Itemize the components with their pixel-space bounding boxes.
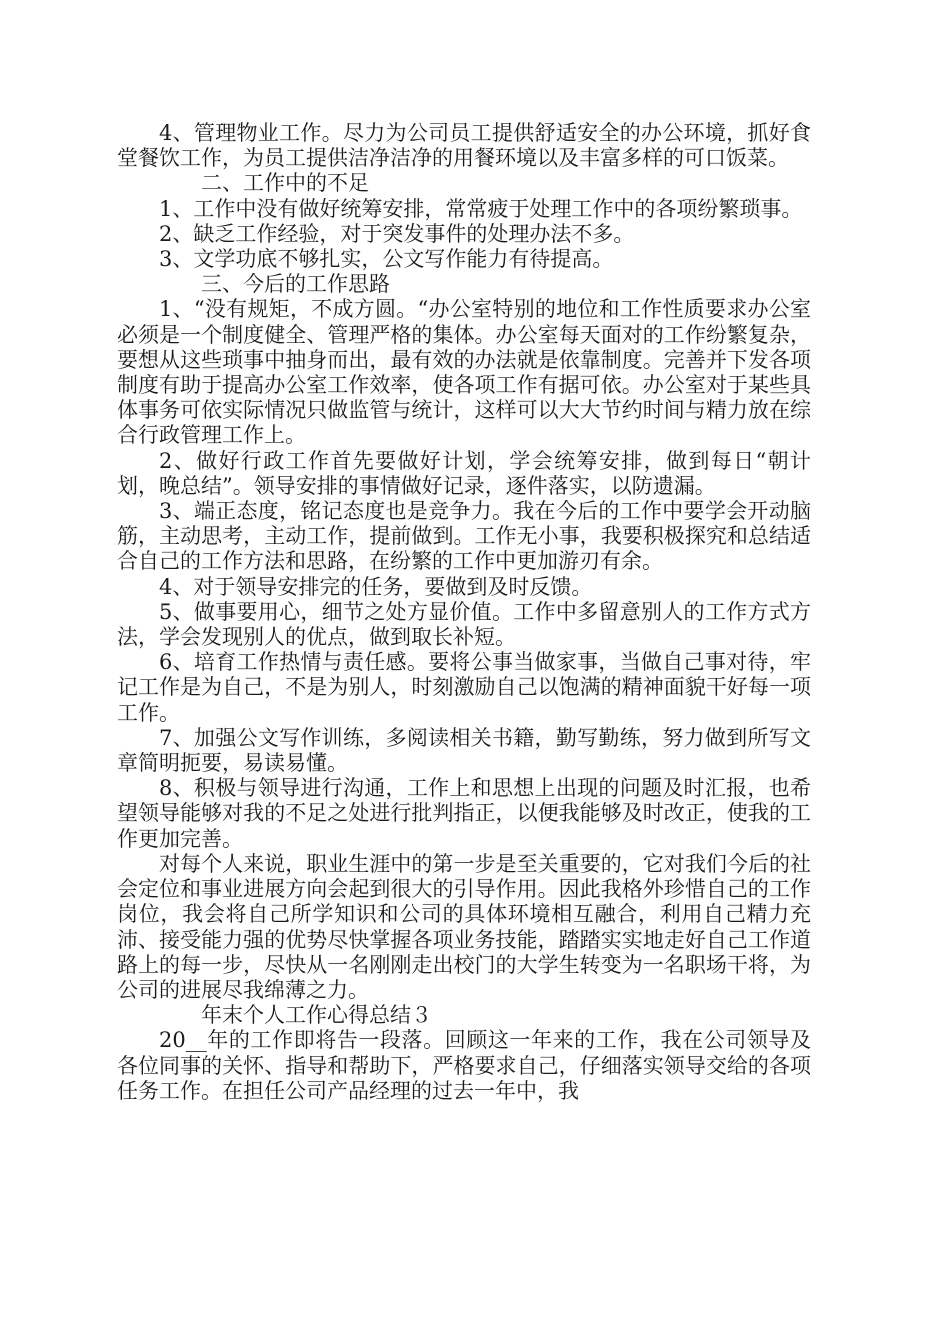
paragraph-plan-7: 7、加强公文写作训练，多阅读相关书籍，勤写勤练，努力做到所写文章简明扼要，易读易懂。 (117, 725, 811, 776)
paragraph-plan-1: 1、“没有规矩，不成方圆。“办公室特别的地位和工作性质要求办公室必须是一个制度健全、管理严格的集体。办公室每天面对的工作纷繁复杂，要想从这些琐事中抽身而出，最有效的办法就是依靠制度。完善并下发各项制度有助于提高办公室工作效率，使各项工作有据可依。办公室对于某些具体事务可依实际情况只做监管与统计，这样可以大大节约时间与精力放在综合行政管理工作上。 (117, 297, 811, 448)
paragraph-plan-2: 2、做好行政工作首先要做好计划，学会统筹安排，做到每日“朝计划，晚总结”。领导安排的事情做好记录，逐件落实，以防遗漏。 (117, 448, 811, 498)
paragraph-property-management: 4、管理物业工作。尽力为公司员工提供舒适安全的办公环境，抓好食堂餐饮工作，为员工提供洁净洁净的用餐环境以及丰富多样的可口饭菜。 (117, 121, 811, 171)
section-heading-future-plans: 三、今后的工作思路 (201, 272, 390, 297)
paragraph-plan-8: 8、积极与领导进行沟通，工作上和思想上出现的问题及时汇报，也希望领导能够对我的不足之处进行批判指正，以便我能够及时改正，使我的工作更加完善。 (117, 776, 811, 851)
paragraph-summary-3-intro: 20__年的工作即将告一段落。回顾这一年来的工作，我在公司领导及各位同事的关怀、指导和帮助下，严格要求自己，仔细落实领导交给的各项任务工作。在担任公司产品经理的过去一年中，我 (117, 1028, 811, 1103)
article-title-summary-3: 年末个人工作心得总结３ (201, 1003, 432, 1028)
paragraph-conclusion: 对每个人来说，职业生涯中的第一步是至关重要的，它对我们今后的社会定位和事业进展方向会起到很大的引导作用。因此我格外珍惜自己的工作岗位，我会将自己所学知识和公司的具体环境相互融合，利用自己精力充沛、接受能力强的优势尽快掌握各项业务技能，踏踏实实地走好自己工作道路上的每一步，尽快从一名刚刚走出校门的大学生转变为一名职场干将，为公司的进展尽我绵薄之力。 (117, 851, 811, 1002)
paragraph-shortcoming-2: 2、缺乏工作经验，对于突发事件的处理办法不多。 (159, 221, 635, 246)
paragraph-plan-4: 4、对于领导安排完的任务，要做到及时反馈。 (159, 574, 593, 599)
paragraph-plan-3: 3、端正态度，铭记态度也是竞争力。我在今后的工作中要学会开动脑筋，主动思考，主动工作，提前做到。工作无小事，我要积极探究和总结适合自己的工作方法和思路，在纷繁的工作中更加游刃有余。 (117, 499, 811, 574)
document-body (117, 121, 811, 1104)
paragraph-plan-5: 5、做事要用心，细节之处方显价值。工作中多留意别人的工作方式方法，学会发现别人的优点，做到取长补短。 (117, 599, 811, 650)
paragraph-plan-6: 6、培育工作热情与责任感。要将公事当做家事，当做自己事对待，牢记工作是为自己，不是为别人，时刻激励自己以饱满的精神面貌干好每一项工作。 (117, 650, 811, 725)
section-heading-shortcomings: 二、工作中的不足 (201, 171, 369, 196)
paragraph-shortcoming-3: 3、文学功底不够扎实，公文写作能力有待提高。 (159, 247, 614, 272)
paragraph-shortcoming-1: 1、工作中没有做好统筹安排，常常疲于处理工作中的各项纷繁琐事。 (159, 196, 803, 221)
